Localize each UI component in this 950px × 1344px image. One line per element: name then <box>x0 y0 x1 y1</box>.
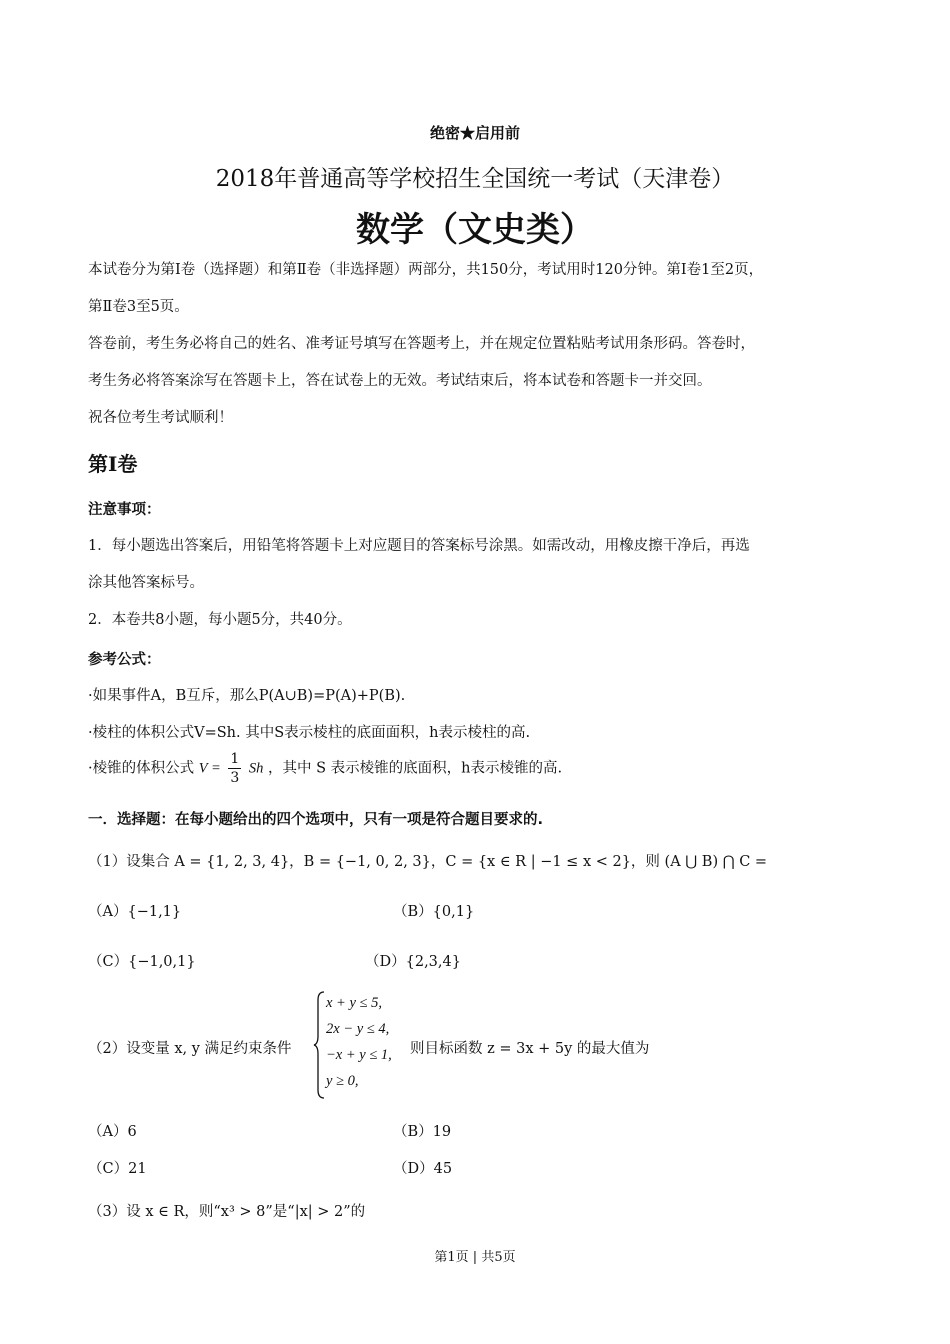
q1-option-b: （B）{0,1} <box>393 904 475 920</box>
question-3-stem: （3）设 x ∈ R，则“x³ > 8”是“|x| > 2”的 <box>88 1204 366 1220</box>
formula-3-suffix: ，其中 S 表示棱锥的底面积，h表示棱锥的高. <box>267 760 563 777</box>
instruction-line-2: 考生务必将答案涂写在答题卡上，答在试卷上的无效。考试结束后，将本试卷和答题卡一并交回。 <box>88 373 712 389</box>
formula-3-volume: V = <box>198 760 221 777</box>
q2-option-d: （D）45 <box>393 1161 453 1177</box>
page-footer: 第1页 | 共5页 <box>434 1250 516 1265</box>
good-luck-line: 祝各位考生考试顺利！ <box>88 410 233 426</box>
q1-option-d: （D）{2,3,4} <box>365 954 461 970</box>
intro-line-1: 本试卷分为第Ⅰ卷（选择题）和第Ⅱ卷（非选择题）两部分，共150分，考试用时120分钟。第Ⅰ卷1至2页， <box>88 262 764 278</box>
fraction-denominator: 3 <box>230 770 240 786</box>
intro-line-2: 第Ⅱ卷3至5页。 <box>88 299 189 315</box>
formula-1: ·如果事件A，B互斥，那么P(A∪B)=P(A)+P(B). <box>88 688 406 704</box>
q2-option-a: （A）6 <box>88 1124 137 1140</box>
note-2: 2．本卷共8小题，每小题5分，共40分。 <box>88 612 352 628</box>
notes-heading: 注意事项： <box>88 502 161 518</box>
constraint-3: −x + y ≤ 1, <box>326 1047 392 1063</box>
part-one-heading: 第Ⅰ卷 <box>88 452 138 476</box>
instruction-line-1: 答卷前，考生务必将自己的姓名、准考证号填写在答题考上，并在规定位置粘贴考试用条形码。答卷时， <box>88 336 755 352</box>
confidential-label: 绝密★启用前 <box>429 124 520 142</box>
exam-title: 2018年普通高等学校招生全国统一考试（天津卷） <box>215 166 735 192</box>
constraint-2: 2x − y ≤ 4, <box>326 1021 390 1037</box>
one-third-fraction <box>228 752 241 785</box>
constraint-4: y ≥ 0, <box>326 1073 359 1089</box>
q2-option-c: （C）21 <box>88 1161 147 1177</box>
q1-option-a: （A）{−1,1} <box>88 904 182 920</box>
q1-option-c: （C）{−1,0,1} <box>88 954 196 970</box>
q2-option-b: （B）19 <box>393 1124 452 1140</box>
formula-3-sh: Sh <box>248 760 264 777</box>
formula-3-prefix: ·棱锥的体积公式 <box>88 760 195 777</box>
question-2-suffix: 则目标函数 z = 3x + 5y 的最大值为 <box>410 1041 650 1057</box>
formula-2: ·棱柱的体积公式V=Sh. 其中S表示棱柱的底面面积，h表示棱柱的高. <box>88 725 531 741</box>
constraint-1: x + y ≤ 5, <box>326 995 382 1011</box>
constraint-system <box>326 990 392 1094</box>
formula-heading: 参考公式： <box>88 652 161 668</box>
question-1-stem: （1）设集合 A = {1, 2, 3, 4}，B = {−1, 0, 2, 3}，C = {x ∈ R | −1 ≤ x < 2}，则 (A ⋃ B) ⋂ C = <box>88 854 768 870</box>
note-1-line-2: 涂其他答案标号。 <box>88 575 204 591</box>
question-2-prefix: （2）设变量 x, y 满足约束条件 <box>88 1041 292 1057</box>
note-1-line-1: 1．每小题选出答案后，用铅笔将答题卡上对应题目的答案标号涂黑。如需改动，用橡皮擦干净后，再选 <box>88 538 750 554</box>
formula-3 <box>88 752 562 785</box>
subject-title: 数学（文史类） <box>356 210 594 250</box>
left-brace-icon <box>313 990 325 1100</box>
section-heading: 一．选择题：在每小题给出的四个选项中，只有一项是符合题目要求的. <box>88 812 544 828</box>
fraction-numerator: 1 <box>230 751 240 767</box>
